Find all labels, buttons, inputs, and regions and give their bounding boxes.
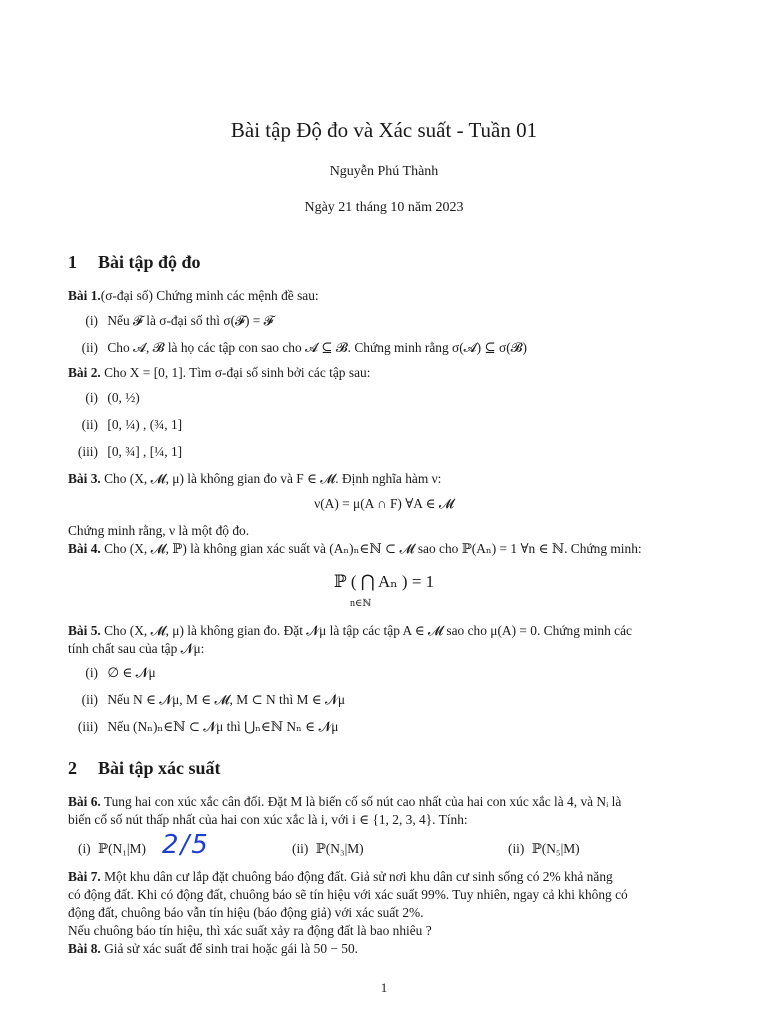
item-text: [0, ¼) , (¾, 1] bbox=[107, 417, 183, 432]
item-text: ℙ(N₃|M) bbox=[315, 841, 364, 856]
author-name: Nguyễn Phú Thành bbox=[329, 164, 439, 179]
exercise-text: Giả sử xác suất để sinh trai hoặc gái là 50 − 50. bbox=[104, 941, 359, 956]
exercise-label: Bài 4. bbox=[68, 541, 101, 556]
exercise-text: (σ-đại số) Chứng minh các mệnh đề sau: bbox=[100, 288, 319, 303]
exercise-text: Một khu dân cư lắp đặt chuông báo động đất. Giả sử nơi khu dân cư sinh sống có 2% khả năng bbox=[104, 869, 613, 884]
display-formula: ℙ ( ⋂ Aₙ ) = 1 bbox=[333, 572, 435, 591]
handwritten-answer: 2/5 bbox=[162, 830, 210, 860]
list-item bbox=[72, 339, 527, 357]
item-label: (iii) bbox=[77, 719, 98, 734]
item-label: (i) bbox=[85, 313, 98, 328]
exercise-text: Cho (X, 𝓜, μ) là không gian đo và F ∈ 𝓜. Định nghĩa hàm ν: bbox=[104, 471, 442, 486]
list-item bbox=[292, 840, 364, 858]
exercise-text: tính chất sau của tập 𝓝μ: bbox=[68, 641, 205, 656]
item-label: (ii) bbox=[508, 841, 525, 856]
exercise-text: Tung hai con xúc xắc cân đối. Đặt M là biến cố số nút cao nhất của hai con xúc xắc là 4, và Nᵢ là bbox=[103, 794, 622, 809]
list-item bbox=[72, 312, 274, 330]
item-label: (ii) bbox=[81, 340, 98, 355]
section-heading-1 bbox=[68, 252, 201, 273]
item-text: ∅ ∈ 𝓝μ bbox=[107, 665, 156, 680]
item-text: Cho 𝓐, 𝓑 là họ các tập con sao cho 𝓐 ⊆ 𝓑. Chứng minh rằng σ(𝓐) ⊆ σ(𝓑) bbox=[107, 340, 527, 355]
exercise-text: biến cố số nút thấp nhất của hai con xúc xắc là i, với i ∈ {1, 2, 3, 4}. Tính: bbox=[68, 812, 468, 827]
exercise-text: Cho X = [0, 1]. Tìm σ-đại số sinh bởi các tập sau: bbox=[104, 365, 371, 380]
item-label: (ii) bbox=[81, 417, 98, 432]
exercise-label: Bài 2. bbox=[68, 365, 101, 380]
item-text: Nếu (Nₙ)ₙ∈ℕ ⊂ 𝓝μ thì ⋃ₙ∈ℕ Nₙ ∈ 𝓝μ bbox=[107, 719, 339, 734]
item-text: ℙ(N₁|M) bbox=[98, 841, 146, 856]
exercise-label: Bài 5. bbox=[68, 623, 101, 638]
list-item bbox=[72, 664, 156, 682]
list-item bbox=[72, 443, 182, 461]
exercise-text: có động đất. Khi có động đất, chuông báo sẽ tín hiệu với xác suất 99%. Tuy nhiên, ngay cả khi không có bbox=[68, 887, 628, 902]
exercise-3 bbox=[68, 470, 441, 488]
exercise-label: Bài 6. bbox=[68, 794, 101, 809]
item-label: (ii) bbox=[81, 692, 98, 707]
document-date: Ngày 21 tháng 10 năm 2023 bbox=[304, 200, 464, 215]
exercise-label: Bài 7. bbox=[68, 869, 101, 884]
list-item bbox=[72, 389, 140, 407]
exercise-text: Chứng minh rằng, ν là một độ đo. bbox=[68, 523, 250, 538]
exercise-1 bbox=[68, 287, 319, 305]
exercise-text: Cho (X, 𝓜, ℙ) là không gian xác suất và (Aₙ)ₙ∈ℕ ⊂ 𝓜 sao cho ℙ(Aₙ) = 1 ∀n ∈ ℕ. Chứng minh: bbox=[104, 541, 642, 556]
item-label: (i) bbox=[78, 841, 91, 856]
section-number: 1 bbox=[68, 252, 77, 272]
formula-subscript: n∈ℕ bbox=[350, 598, 372, 609]
list-item bbox=[72, 416, 182, 434]
exercise-2 bbox=[68, 364, 370, 382]
item-text: [0, ¾] , [¼, 1] bbox=[107, 444, 183, 459]
exercise-text: động đất, chuông báo vẫn tín hiệu (báo động giả) với xác suất 2%. bbox=[68, 905, 424, 920]
section-heading-2 bbox=[68, 758, 221, 779]
exercise-label: Bài 1. bbox=[68, 288, 101, 303]
exercise-6 bbox=[68, 793, 621, 811]
item-label: (i) bbox=[85, 390, 98, 405]
item-text: Nếu 𝓕 là σ-đại số thì σ(𝓕) = 𝓕 bbox=[107, 313, 274, 328]
section-title: Bài tập độ đo bbox=[98, 252, 201, 272]
section-number: 2 bbox=[68, 758, 77, 778]
exercise-8 bbox=[68, 940, 358, 958]
exercise-4 bbox=[68, 540, 642, 558]
list-item bbox=[508, 840, 580, 858]
exercise-label: Bài 3. bbox=[68, 471, 101, 486]
item-label: (iii) bbox=[77, 444, 98, 459]
exercise-text: Nếu chuông báo tín hiệu, thì xác suất xảy ra động đất là bao nhiêu ? bbox=[68, 923, 432, 938]
item-label: (i) bbox=[85, 665, 98, 680]
list-item bbox=[72, 718, 338, 736]
item-text: ℙ(N₅|M) bbox=[531, 841, 580, 856]
list-item bbox=[72, 691, 345, 709]
page-number: 1 bbox=[380, 980, 388, 995]
list-item bbox=[78, 840, 146, 858]
item-text: Nếu N ∈ 𝓝μ, M ∈ 𝓜, M ⊂ N thì M ∈ 𝓝μ bbox=[107, 692, 346, 707]
exercise-text: Cho (X, 𝓜, μ) là không gian đo. Đặt 𝓝μ là tập các tập A ∈ 𝓜 sao cho μ(A) = 0. Chứng minh các bbox=[104, 623, 633, 638]
exercise-label: Bài 8. bbox=[68, 941, 101, 956]
exercise-5 bbox=[68, 622, 632, 640]
item-label: (ii) bbox=[292, 841, 309, 856]
document-title: Bài tập Độ đo và Xác suất - Tuần 01 bbox=[230, 118, 538, 142]
item-text: (0, ½) bbox=[107, 390, 140, 405]
exercise-7 bbox=[68, 868, 613, 886]
display-formula: ν(A) = μ(A ∩ F) ∀A ∈ 𝓜 bbox=[314, 496, 454, 511]
section-title: Bài tập xác suất bbox=[98, 758, 221, 778]
